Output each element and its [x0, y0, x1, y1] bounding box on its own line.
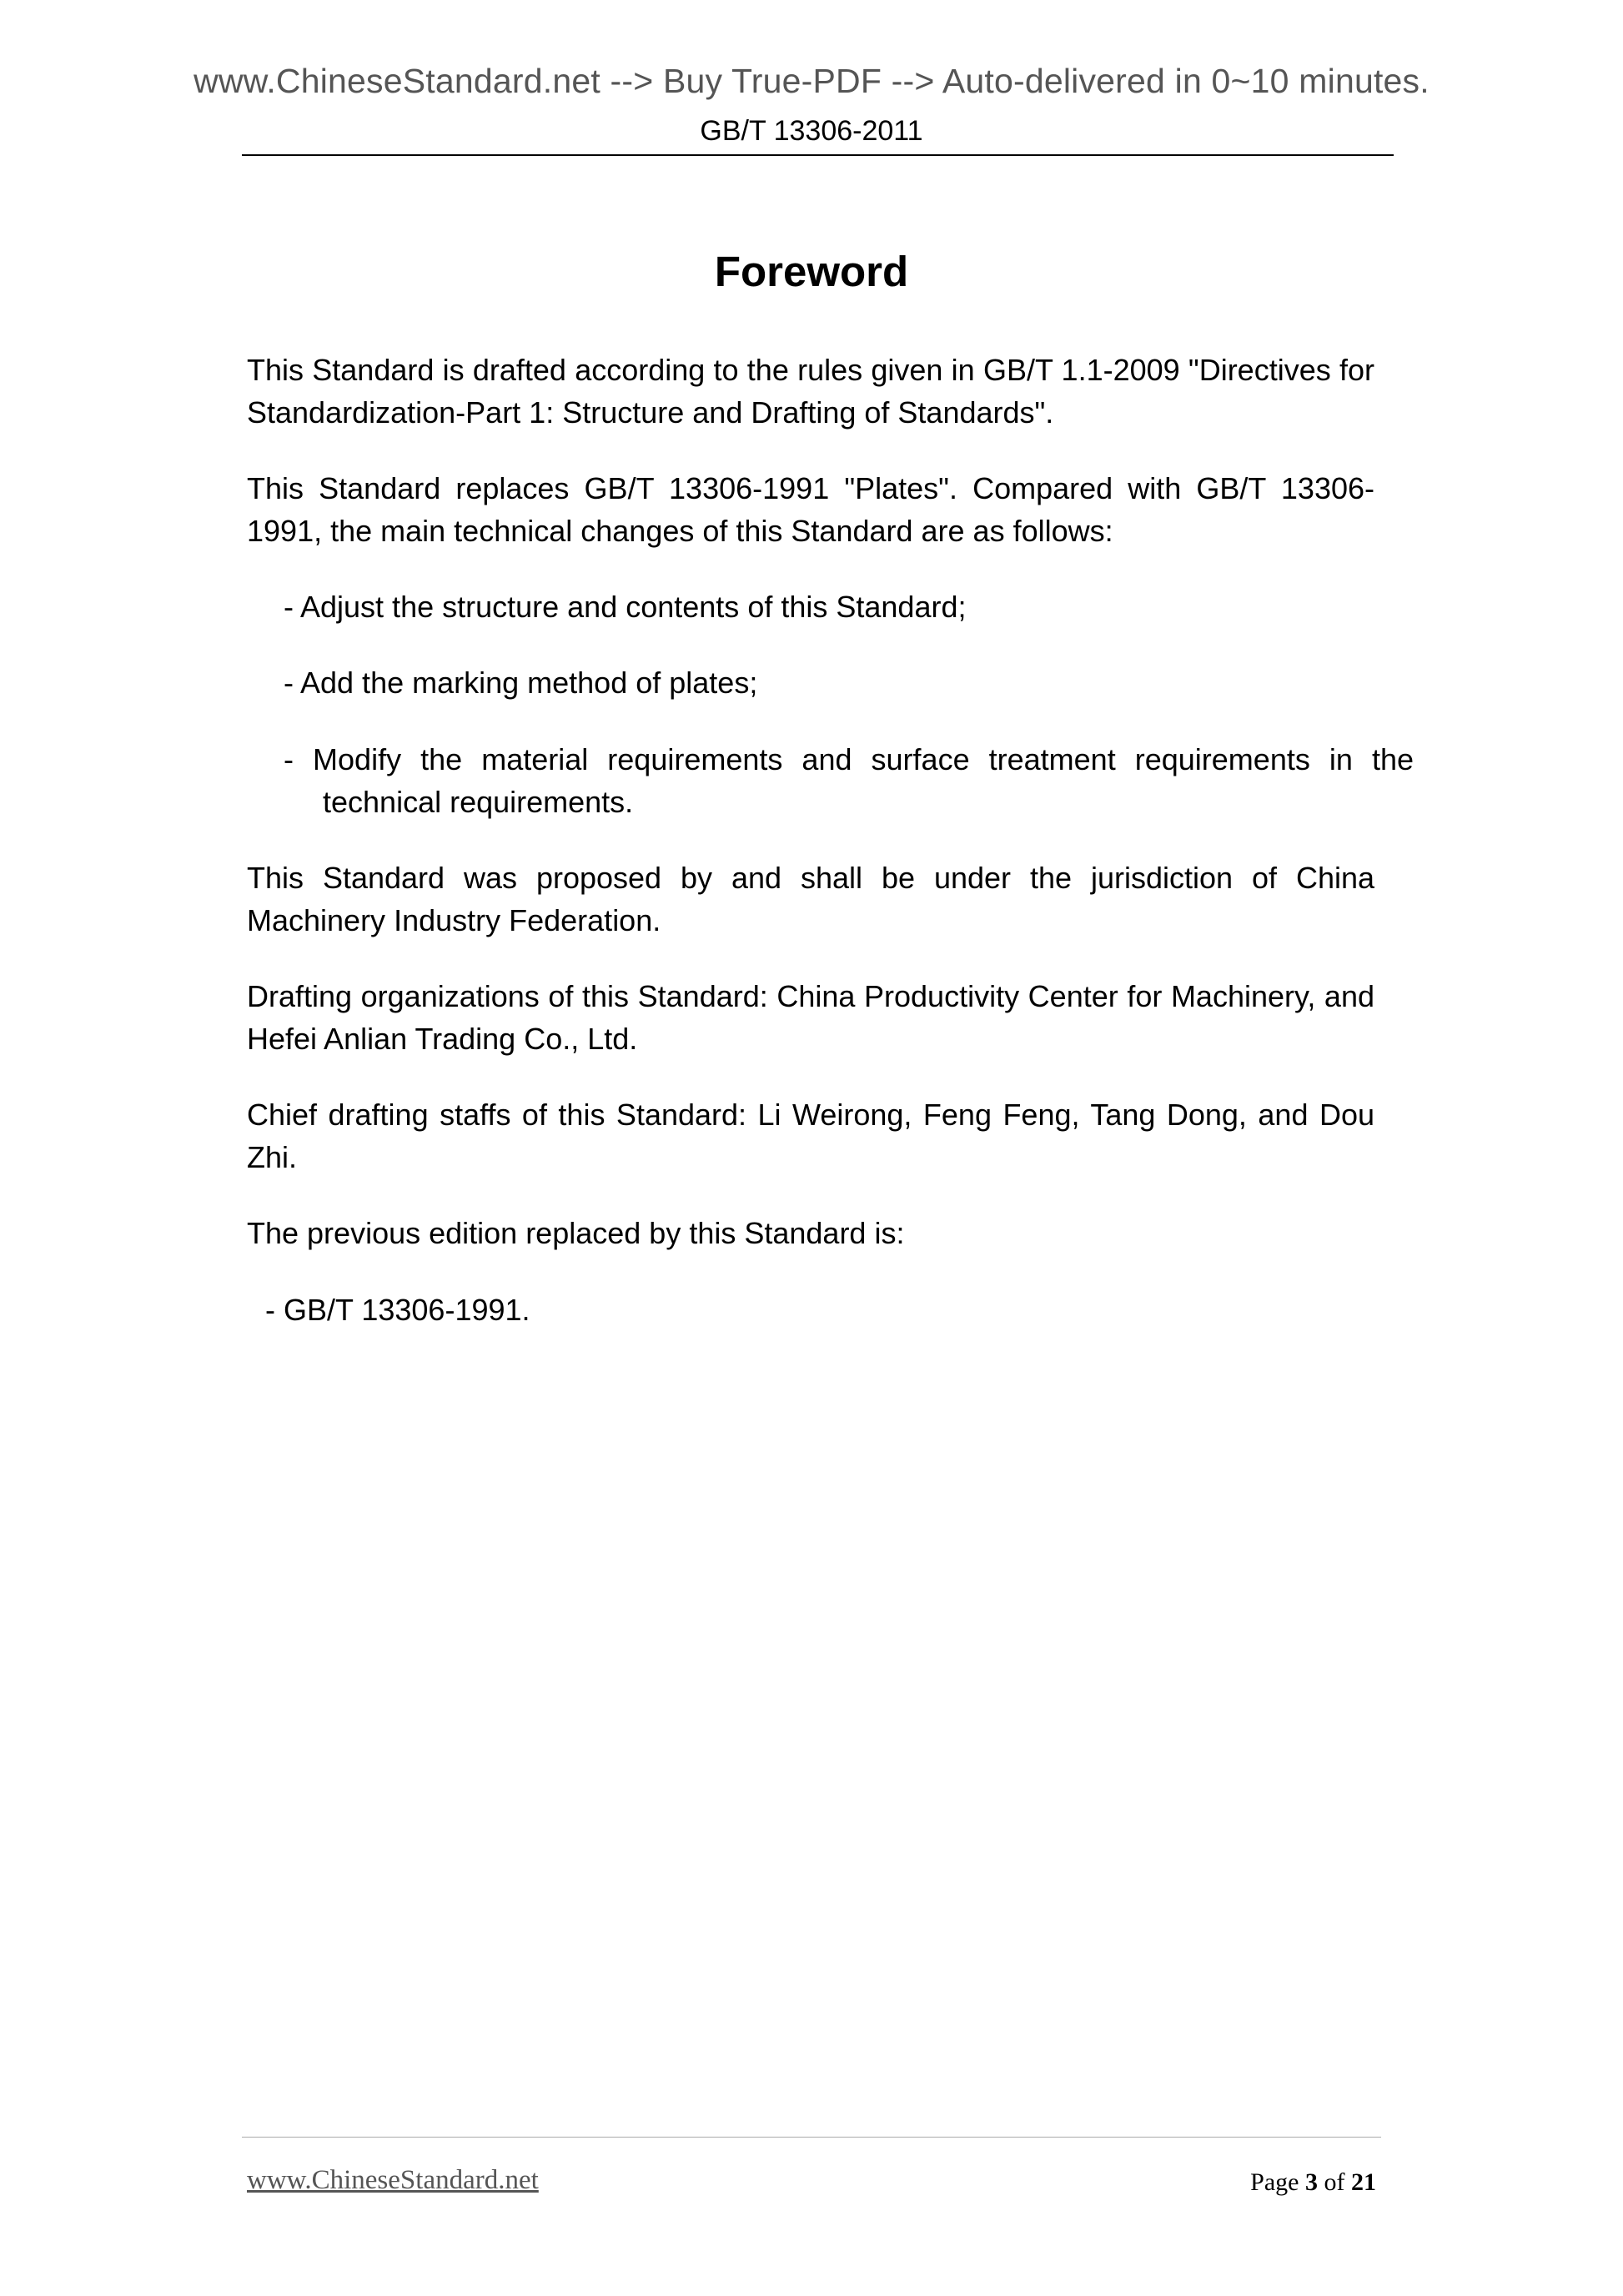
- standard-number: GB/T 13306-2011: [700, 115, 923, 147]
- paragraph-drafting-staff: Chief drafting staffs of this Standard: Li Weirong, Feng Feng, Tang Dong, and Dou Zhi.: [247, 1098, 1374, 1174]
- list-item-change-1: - Adjust the structure and contents of this Standard;: [284, 590, 967, 624]
- page-title: Foreword: [714, 248, 909, 295]
- page-of: of: [1318, 2168, 1351, 2196]
- header-divider: [242, 154, 1394, 156]
- page-total: 21: [1351, 2168, 1376, 2196]
- paragraph-proposed-by: This Standard was proposed by and shall be under the jurisdiction of China Machinery Industry Federation.: [247, 861, 1374, 937]
- source-banner[interactable]: www.ChineseStandard.net --> Buy True-PDF --> Auto-delivered in 0~10 minutes.: [193, 62, 1430, 100]
- paragraph-drafting-rules: This Standard is drafted according to the rules given in GB/T 1.1-2009 "Directives for Standardization-Part 1: Structure and Drafting of Standards".: [247, 353, 1374, 430]
- page-number: [1250, 2168, 1376, 2197]
- page-prefix: Page: [1250, 2168, 1305, 2196]
- list-item-change-2: - Add the marking method of plates;: [284, 666, 758, 700]
- paragraph-previous-edition: The previous edition replaced by this Standard is:: [247, 1216, 905, 1250]
- paragraph-replaces: This Standard replaces GB/T 13306-1991 "Plates". Compared with GB/T 13306-1991, the main technical changes of this Standard are as follows:: [247, 471, 1374, 548]
- footer-divider: [242, 2137, 1381, 2138]
- list-item-previous-edition: - GB/T 13306-1991.: [265, 1293, 530, 1327]
- list-item-change-3: - Modify the material requirements and surface treatment requirements in the technical requirements.: [284, 742, 1414, 819]
- paragraph-drafting-organizations: Drafting organizations of this Standard: China Productivity Center for Machinery, and Hefei Anlian Trading Co., Ltd.: [247, 979, 1374, 1056]
- page-current: 3: [1305, 2168, 1318, 2196]
- footer-website-link[interactable]: www.ChineseStandard.net: [247, 2165, 539, 2195]
